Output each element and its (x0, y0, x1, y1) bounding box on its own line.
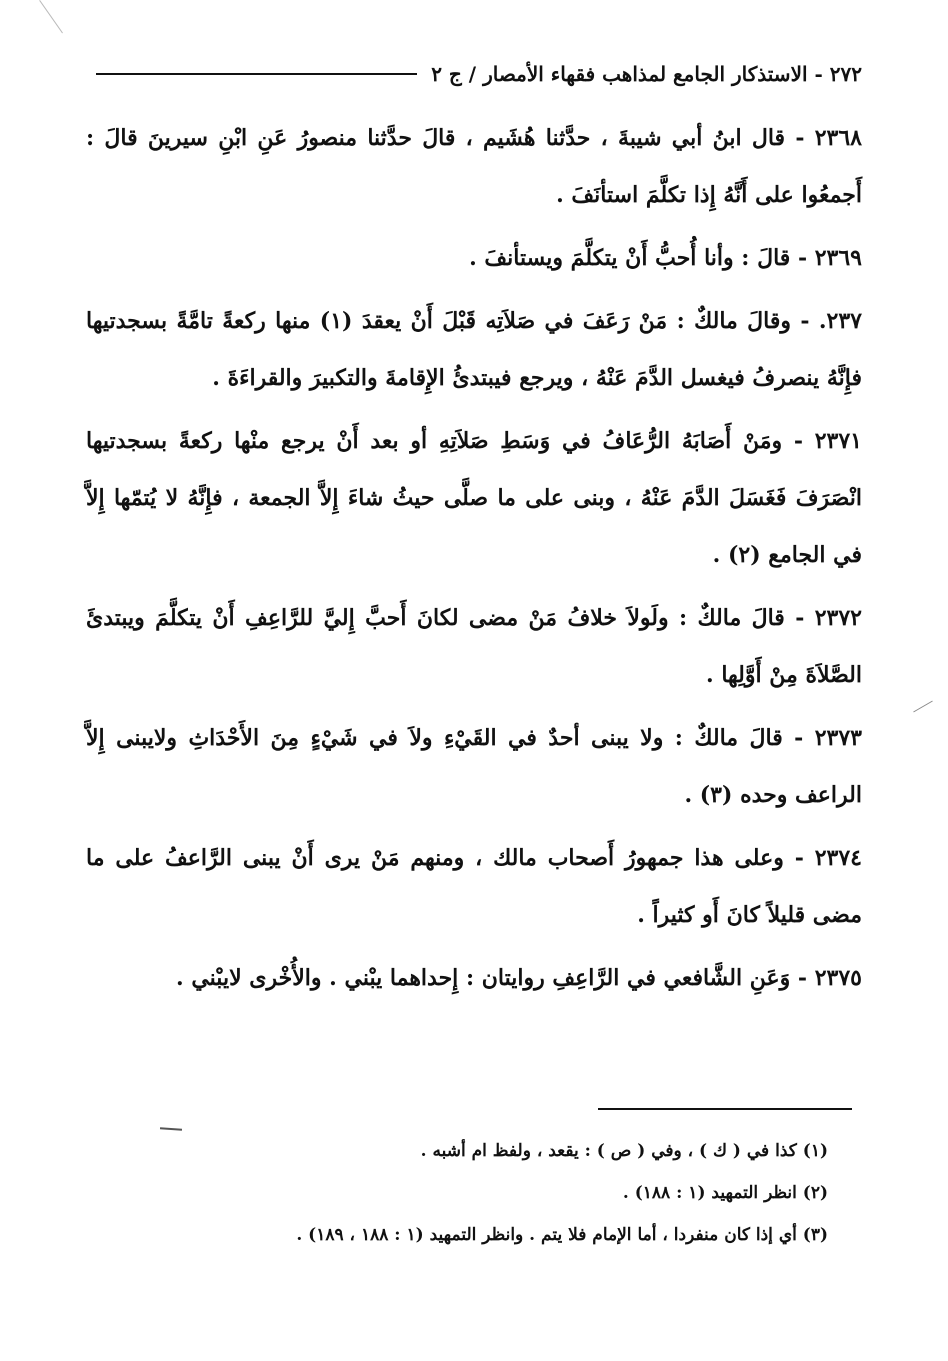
footnotes (96, 1130, 828, 1256)
header-rule (96, 73, 417, 75)
paragraph-2369: ٢٣٦٩ - قالَ : وأنا أُحبُّ أَنْ يتكلَّمَ ويستأنفَ . (469, 245, 862, 271)
paragraph-2374: ٢٣٧٤ - وعلى هذا جمهورُ أَصحاب مالك ، ومنهم مَنْ يرى أَنْ يبنى الرَّاعفُ على ما مضى قليلاً كانَ أَو كثيراً . (86, 845, 862, 928)
paragraph-2373: ٢٣٧٣ - قالَ مالكٌ : ولا يبنى أحدٌ في القَيْءِ ولاَ في شَيْءٍ مِنَ الأَحْدَاثِ ولايبنى إِلاَّ الراعف وحده (٣) . (86, 725, 862, 808)
footnote-separator (598, 1108, 852, 1110)
paragraph-2372: ٢٣٧٢ - قالَ مالكٌ : ولَولاَ خلافُ مَنْ مضى لكانَ أَحبَّ إِليَّ للرَّاعِفِ أَنْ يتكلَّمَ ويبتدئَ الصَّلاَةَ مِنْ أَوَّلِها . (86, 605, 862, 688)
paragraph-2371: ٢٣٧١ - ومَنْ أَصَابَهُ الرُّعَافُ في وَسَطِ صَلاَتِهِ أو بعد أَنْ يرجع منْها ركعةً بسجدتيها انْصَرَفَ فَغَسَلَ الدَّمَ عَنْهُ ، وبنى على ما صلَّى حيثُ شاءَ إِلاَّ الجمعة ، فإِنَّهُ لا يُتمّها إِلاَّ في الجامع (٢) . (86, 428, 862, 568)
paragraph-2370: ٢٣٧. - وقالَ مالكٌ : مَنْ رَعَفَ في صَلاَتِه قَبْلَ أَنْ يعقدَ (١) منها ركعةً تامَّةً بسجدتيها فإِنَّهُ ينصرفُ فيغسل الدَّمَ عَنْهُ ، ويرجع فيبتدئُ الإِقامةَ والتكبيرَ والقراءَةَ . (86, 308, 862, 391)
running-title: ٢٧٢ - الاستذكار الجامع لمذاهب فقهاء الأمصار / ج ٢ (431, 62, 862, 86)
scan-artifact-mark (39, 0, 63, 33)
paragraph-2375: ٢٣٧٥ - وَعَنِ الشَّافعي في الرَّاعِفِ روايتان : إِحداهما يبْني . والأُخْرى لايبْني . (176, 965, 862, 991)
running-header (96, 56, 862, 92)
margin-pencil-mark (913, 701, 933, 713)
main-text (86, 110, 862, 1013)
footnote-3: (٣) أي إذا كان منفردا ، أما الإمام فلا يتم . وانظر التمهيد (١ : ١٨٨ ، ١٨٩) . (296, 1225, 828, 1245)
footnote-1: (١) كذا في ( ك ) ، وفي ( ص ) : يقعد ، ولفظ ام أشبه . (420, 1141, 828, 1161)
paragraph-2368: ٢٣٦٨ - قال ابنُ أبي شيبةَ ، حدَّثنا هُشَيم ، قالَ حدَّثنا منصورُ عَنِ ابْنِ سيرينَ قالَ : أَجمعُوا على أَنَّهُ إِذا تكلَّمَ استأنَفَ . (86, 125, 862, 208)
footnote-2: (٢) انظر التمهيد (١ : ١٨٨) . (622, 1183, 828, 1203)
